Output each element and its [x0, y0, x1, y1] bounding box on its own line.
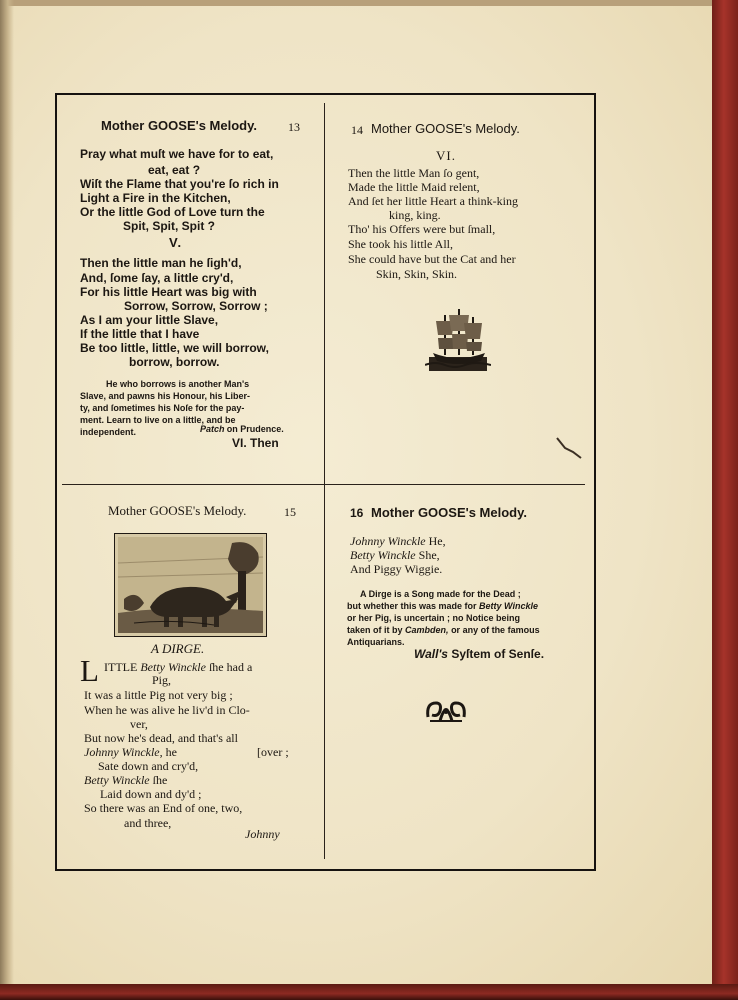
- page-16-number: 16: [350, 506, 364, 520]
- verse-line: Pray what muſt we have for to eat,: [80, 147, 274, 161]
- verse-line: Or the little God of Love turn the: [80, 205, 265, 219]
- catchword: VI. Then: [232, 436, 279, 450]
- catchword: Johnny: [245, 827, 280, 841]
- verse-line: Sorrow, Sorrow, Sorrow ;: [124, 299, 268, 313]
- book-gutter: [0, 0, 14, 1000]
- verse-line: Skin, Skin, Skin.: [376, 267, 458, 281]
- note-source-title: on Prudence.: [226, 424, 284, 434]
- page-16-header: Mother GOOSE's Melody.: [371, 505, 527, 520]
- verse-line: When he was alive he liv'd in Clo-: [84, 703, 250, 717]
- verse-line: [350, 534, 446, 549]
- verse-line: If the little that I have: [80, 327, 200, 341]
- first-line-rest: ſhe had a: [208, 660, 253, 674]
- note-text: taken of it by: [347, 625, 403, 635]
- red-binding-bottom: [0, 984, 738, 1000]
- verse-word: ſhe: [152, 773, 168, 787]
- note-line: Slave, and pawns his Honour, his Liber-: [80, 391, 251, 401]
- note-line: He who borrows is another Man's: [106, 379, 250, 389]
- ship-woodcut: [425, 305, 491, 375]
- verse-line: borrow, borrow.: [129, 355, 220, 369]
- pig-woodcut: [114, 533, 267, 637]
- attribution-title: Syſtem of Senſe.: [451, 647, 545, 661]
- verse-line-first: [104, 660, 252, 675]
- column-divider: [324, 103, 325, 859]
- note-text: but whether this was made for: [347, 601, 477, 611]
- verse-line: Pig,: [152, 673, 172, 687]
- verse-line: Sate down and cry'd,: [98, 759, 199, 773]
- first-word-caps: ITTLE: [104, 660, 138, 674]
- verse-line: She took his little All,: [348, 237, 454, 251]
- verse-line: Be too little, little, we will borrow,: [80, 341, 269, 355]
- verse-word: he: [165, 745, 177, 759]
- note-line: independent.: [80, 427, 136, 437]
- note-line: [347, 625, 540, 635]
- verse-line: [84, 745, 177, 760]
- attribution-name: Wall's: [414, 647, 448, 661]
- note-line: ty, and ſometimes his Noſe for the pay-: [80, 403, 245, 413]
- note-source: [200, 424, 284, 434]
- note-line: A Dirge is a Song made for the Dead ;: [360, 589, 521, 599]
- note-line: or her Pig, is uncertain ; no Notice being: [347, 613, 521, 623]
- verse-line: And, ſome ſay, a little cry'd,: [80, 271, 234, 285]
- note-line: [347, 601, 538, 611]
- name-betty: Betty Winckle: [479, 601, 538, 611]
- name-cambden: Cambden,: [405, 625, 449, 635]
- verse-line: [350, 548, 440, 563]
- verse-word: She,: [418, 548, 440, 562]
- verse-line: For his little Heart was big with: [80, 285, 257, 299]
- note-source-name: Patch: [200, 424, 225, 434]
- section-numeral: VI.: [436, 148, 456, 163]
- name-johnny: Johnny Winckle,: [84, 745, 163, 759]
- verse-line: Laid down and dy'd ;: [100, 787, 202, 801]
- verse-line: [84, 773, 167, 788]
- verse-line: So there was an End of one, two,: [84, 801, 243, 815]
- note-line: Antiquarians.: [347, 637, 405, 647]
- page-14-number: 14: [351, 123, 363, 137]
- verse-line: eat, eat ?: [148, 163, 201, 177]
- section-numeral: V.: [169, 235, 183, 250]
- dirge-title: A DIRGE.: [151, 641, 205, 656]
- verse-word: He,: [428, 534, 446, 548]
- verse-line: Spit, Spit, Spit ?: [123, 219, 215, 233]
- attribution: [414, 647, 544, 661]
- name-betty: Betty Winckle: [84, 773, 150, 787]
- verse-line: Then the little man he ſigh'd,: [80, 256, 242, 270]
- verse-line: Then the little Man ſo gent,: [348, 166, 480, 180]
- verse-line: As I am your little Slave,: [80, 313, 219, 327]
- note-text: or any of the famous: [451, 625, 540, 635]
- verse-line: king, king.: [389, 208, 441, 222]
- verse-line: And ſet her little Heart a think-king: [348, 194, 518, 208]
- verse-line: And Piggy Wiggie.: [350, 562, 443, 576]
- page-13-number: 13: [288, 120, 300, 134]
- page-13-header: Mother GOOSE's Melody.: [101, 118, 257, 133]
- verse-line: It was a little Pig not very big ;: [84, 688, 233, 702]
- name-betty: Betty Winckle: [350, 548, 416, 562]
- page-15-number: 15: [284, 505, 296, 519]
- note-line: ment. Learn to live on a little, and be: [80, 415, 236, 425]
- name-johnny: Johnny Winckle: [350, 534, 426, 548]
- fleuron-ornament: [424, 697, 468, 725]
- row-divider: [62, 484, 585, 485]
- page-top-edge: [0, 0, 738, 6]
- first-line-name: Betty Winckle: [140, 660, 206, 674]
- red-binding-edge: [712, 0, 738, 1000]
- verse-line: Tho' his Offers were but ſmall,: [348, 222, 496, 236]
- verse-line: She could have but the Cat and her: [348, 252, 516, 266]
- turnover-mark: [over ;: [257, 745, 289, 759]
- verse-line: Light a Fire in the Kitchen,: [80, 191, 231, 205]
- verse-line: Wiſt the Flame that you're ſo rich in: [80, 177, 279, 191]
- verse-line: and three,: [124, 816, 172, 830]
- drop-cap: L: [80, 653, 99, 688]
- verse-line: ver,: [130, 717, 148, 731]
- page-14-header: Mother GOOSE's Melody.: [371, 121, 520, 136]
- verse-line: Made the little Maid relent,: [348, 180, 480, 194]
- verse-line: But now he's dead, and that's all: [84, 731, 238, 745]
- ink-mark: [555, 436, 585, 460]
- page-15-header: Mother GOOSE's Melody.: [108, 503, 247, 518]
